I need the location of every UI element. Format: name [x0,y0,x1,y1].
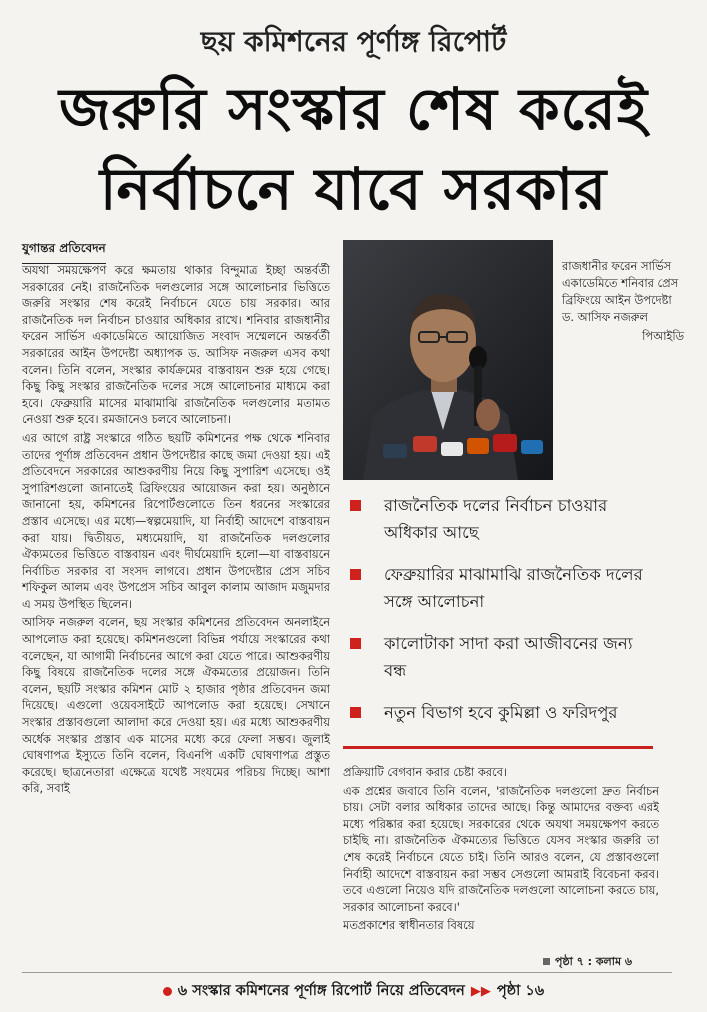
paragraph: আসিফ নজরুল বলেন, ছয় সংস্কার কমিশনের প্রতিবেদন অনলাইনে আপলোড করা হয়েছে। কমিশনগুলো বিভিন্ন পর্যায়ে সংস্কারের কথা বলেছেন, যা আগামী নির্বাচনের আগে করা যেতে পারে। আশুকরণীয় কিছু বিষয়ে রাজনৈতিক দলের সঙ্গে ঐকমত্যের প্রয়োজন। তিনি বলেন, ছয়টি সংস্কার কমিশন মোট ২ হাজার পৃষ্ঠার প্রতিবেদন জমা দিয়েছে। এগুলো ওয়েবসাইটে আপলোড করা হয়েছে। সেখানে সংস্কার প্রস্তাবগুলো আলাদা করে দেওয়া হয়। এর মধ্যে আশুকরণীয় অর্ধেক সংস্কার প্রস্তাব এক মাসের মধ্যে করে ফেলা সম্ভব। জুলাই ঘোষণাপত্র ইস্যুতে তিনি বলেন, বিএনপি একটি ঘোষণাপত্র প্রস্তুত করেছে। ছাত্রনেতারা এক্ষেত্রে যথেষ্ট সংযমের পরিচয় দিচ্ছে। আশা করি, সবাই [22,615,330,796]
double-arrow-icon: ▶▶ [470,984,491,999]
highlight-item [348,699,658,726]
article-body-right [343,764,659,964]
red-square-icon [350,707,361,718]
kicker: ছয় কমিশনের পূর্ণাঙ্গ রিপোর্ট [200,25,507,58]
byline: যুগান্তর প্রতিবেদন [22,240,106,264]
highlight-text: নতুন বিভাগ হবে কুমিল্লা ও ফরিদপুর [384,703,618,722]
divider [343,746,653,749]
photo-caption [562,258,684,345]
article-body-left [22,262,330,960]
highlight-item [348,561,658,615]
highlight-text: ফেব্রুয়ারির মাঝামাঝি রাজনৈতিক দলের সঙ্গে আলোচনা [384,565,643,611]
continued-on-reference [543,953,632,972]
related-report-footer [0,980,707,1004]
red-dot-icon [163,987,172,996]
paragraph: অযথা সময়ক্ষেপণ করে ক্ষমতায় থাকার বিন্দুমাত্র ইচ্ছা অন্তর্বর্তী সরকারের নেই। রাজনৈতিক দলগুলোর সঙ্গে আলোচনার ভিত্তিতে জরুরি সংস্কার শেষ করেই নির্বাচনে যেতে চায় সরকার। আর রাজনৈতিক দল নির্বাচন চাওয়ার অধিকার রাখে। শনিবার রাজধানীর ফরেন সার্ভিস একাডেমিতে আয়োজিত সংবাদ সম্মেলনে অন্তর্বর্তী সরকারের আইন উপদেষ্টা অধ্যাপক ড. আসিফ নজরুল এসব কথা বলেন। তিনি বলেন, সংস্কার কার্যক্রমের বাস্তবায়ন শুরু হয়ে গেছে। কিছু কিছু সংস্কার রাজনৈতিক দলের সঙ্গে আলোচনার মাধ্যমে করা হবে। ফেব্রুয়ারি মাসের মাঝামাঝি রাজনৈতিক দলগুলোর মতামত নেওয়া শুরু হবে। রমজানেও চলবে আলোচনা। [22,263,330,427]
highlight-text: রাজনৈতিক দলের নির্বাচন চাওয়ার অধিকার আছে [384,496,608,542]
headline-line-2: নির্বাচনে যাবে সরকার [99,155,608,223]
caption-text: রাজধানীর ফরেন সার্ভিস একাডেমিতে শনিবার প্রেস ব্রিফিংয়ে আইন উপদেষ্টা ড. আসিফ নজরুল [562,259,679,324]
footer-page: পৃষ্ঠা ১৬ [496,983,545,999]
jump-text: পৃষ্ঠা ৭ : কলাম ৬ [555,955,633,968]
highlight-item [348,492,658,546]
highlights-list [348,492,658,741]
photo-credit: পিআইডি [642,329,684,343]
paragraph: এক প্রশ্নের জবাবে তিনি বলেন, 'রাজনৈতিক দলগুলো দ্রুত নির্বাচন চায়। সেটা বলার অধিকার তাদের আছে। কিন্তু আমাদের বক্তব্য এরই মধ্যে পরিষ্কার করা হয়েছে। সরকারের থেকে অযথা সময়ক্ষেপণ করতে চাইছি না। রাজনৈতিক ঐকমত্যের ভিত্তিতে যেসব সংস্কার জরুরি তা শেষ করেই নির্বাচনে যেতে চাই। তিনি আরও বলেন, যে প্রস্তাবগুলো নির্বাহী আদেশে বাস্তবায়ন করা সম্ভব সেগুলো আমরাই বিবেচনা করব। তবে এগুলো নিয়েও যদি রাজনৈতিক দলগুলো আলোচনা করতে চায়, সরকার আলোচনা করবে।' [343,783,659,914]
red-square-icon [350,500,361,511]
highlight-item [348,630,658,684]
news-photo [343,240,553,480]
red-square-icon [350,569,361,580]
speaker-at-microphones-image [343,240,553,480]
divider [22,972,672,973]
paragraph: এর আগে রাষ্ট্র সংস্কারে গঠিত ছয়টি কমিশনের পক্ষ থেকে শনিবার তাদের পূর্ণাঙ্গ প্রতিবেদন প্রধান উপদেষ্টার কাছে জমা দেওয়া হয়। এই প্রতিবেদনে সরকারের আশুকরণীয় নিয়ে কিছু সুপারিশ এসেছে। ওই সুপারিশগুলো জানাতেই ব্রিফিংয়ের আয়োজন করা হয়। অনুষ্ঠানে জানানো হয়, কমিশনের রিপোর্টগুলোতে তিন ধরনের সংস্কারের প্রস্তাব এসেছে। এর মধ্যে—স্বল্পমেয়াদি, যা নির্বাহী আদেশে বাস্তবায়ন করা যায়। দ্বিতীয়ত, মধ্যমেয়াদি, যা রাজনৈতিক দলগুলোর ঐক্যমতের ভিত্তিতে বাস্তবায়ন এবং দীর্ঘমেয়াদি হলো—যা বাস্তবায়নে নির্বাচিত সরকার বা সংসদ লাগবে। প্রধান উপদেষ্টার প্রেস সচিব শফিকুল আলম এবং উপপ্রেস সচিব আবুল কালাম আজাদ মজুমদার এ সময় উপস্থিত ছিলেন। [22,430,330,611]
red-square-icon [350,638,361,649]
paragraph: মতপ্রকাশের স্বাধীনতার বিষয়ে [343,918,475,933]
headline-line-1: জরুরি সংস্কার শেষ করেই [58,75,649,143]
paragraph: প্রক্রিয়াটি বেগবান করার চেষ্টা করবে। [343,765,508,779]
square-icon [543,958,550,965]
highlight-text: কালোটাকা সাদা করা আজীবনের জন্য বন্ধ [384,634,633,680]
footer-text: ৬ সংস্কার কমিশনের পূর্ণাঙ্গ রিপোর্ট নিয়ে প্রতিবেদন [177,983,465,999]
